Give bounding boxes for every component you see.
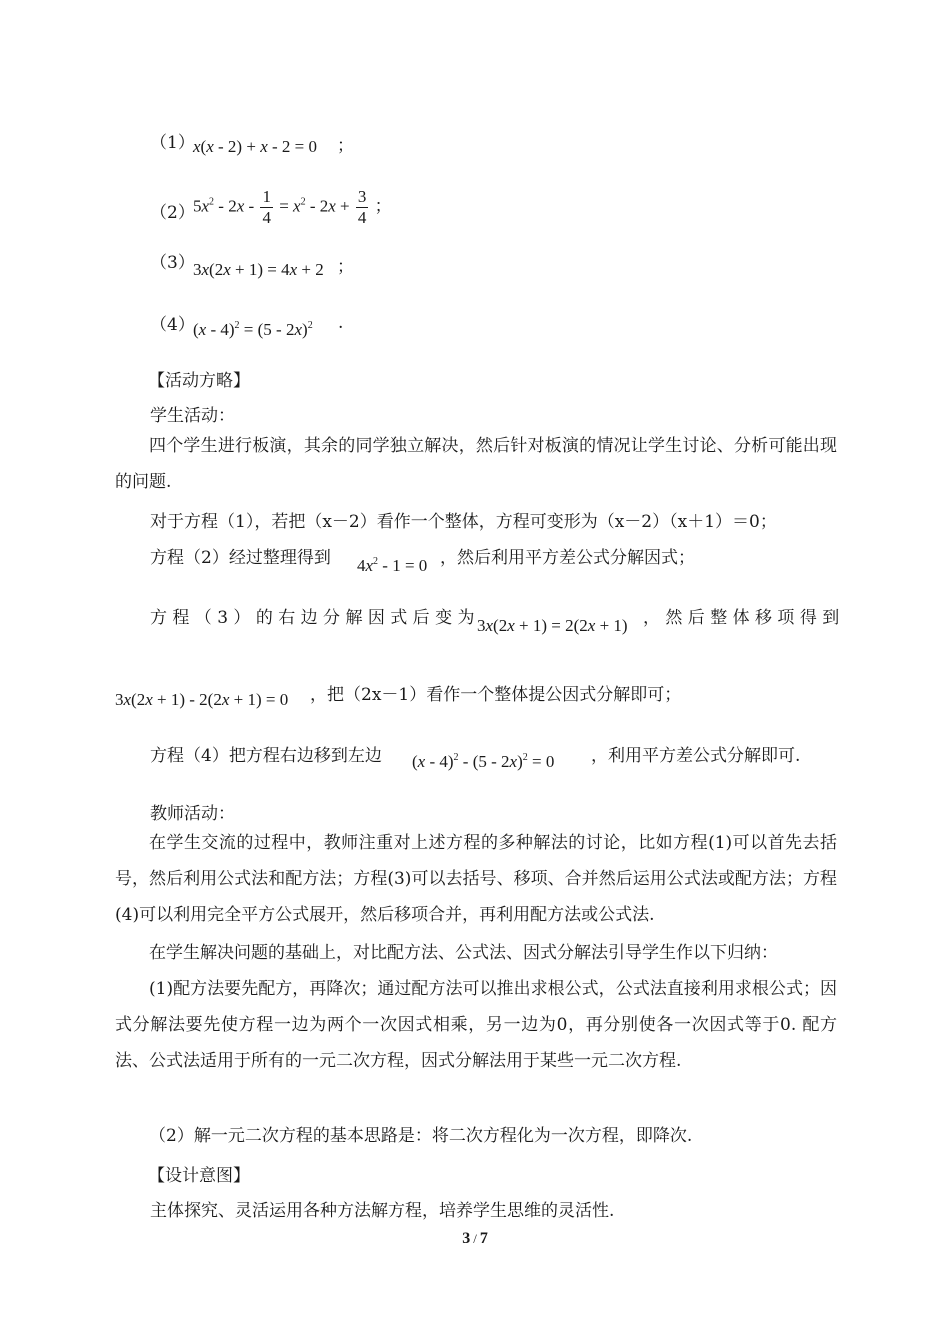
teacher-paragraph-3: (1)配方法要先配方，再降次；通过配方法可以推出求根公式，公式法直接利用求根公式；因式分解法要先使方程一边为两个一次因式相乘，另一边为0，再分别使各一次因式等于0. 配方法、公式法适用于所有的一元二次方程，因式分解法用于某些一元二次方程.	[115, 979, 837, 1071]
problem-3-equation: 3x(2x + 1) = 4x + 2	[193, 260, 324, 279]
problem-4-label: （4）	[150, 315, 195, 335]
problem-4-equation: (x - 4)$^2$ = (5 - 2x)$^2$	[193, 320, 313, 339]
design-heading: 【设计意图】	[148, 1166, 250, 1186]
student-activity-label: 学生活动：	[150, 406, 235, 426]
activity-heading: 【活动方略】	[148, 371, 250, 391]
equation-2-suffix: ，然后利用平方差公式分解因式；	[440, 548, 695, 568]
design-text: 主体探究、灵活运用各种方法解方程，培养学生思维的灵活性.	[150, 1201, 615, 1221]
problem-3-semicolon: ；	[337, 257, 354, 277]
equation-2-math: $4x^2 - 1 = 0$	[357, 556, 428, 575]
equation-3-rearranged-suffix: ，把（2x－1）看作一个整体提公因式分解即可；	[310, 685, 682, 705]
teacher-paragraph-4: （2）解一元二次方程的基本思路是：将二次方程化为一次方程，即降次.	[149, 1126, 693, 1146]
student-activity-intro: 四个学生进行板演，其余的同学独立解决，然后针对板演的情况让学生讨论、分析可能出现的问题.	[115, 436, 837, 492]
problem-1-semicolon: ；	[337, 136, 354, 156]
page-number: 3 / 7	[462, 1230, 488, 1247]
equation-3-prefix: 方 程 （ 3 ） 的 右 边 分 解 因 式 后 变 为	[150, 608, 475, 628]
fraction-3-4: $\frac{3}{4}$	[357, 187, 367, 227]
equation-1-explanation: 对于方程（1），若把（x－2）看作一个整体，方程可变形为（x－2）（x＋1）＝0；	[150, 512, 777, 532]
problem-1-label: （1）	[150, 133, 195, 153]
fraction-1-4: $\frac{1}{4}$	[262, 187, 271, 227]
teacher-paragraph-2: 在学生解决问题的基础上，对比配方法、公式法、因式分解法引导学生作以下归纳：	[149, 943, 778, 963]
equation-2-prefix: 方程（2）经过整理得到	[150, 548, 331, 568]
total-pages: 7	[479, 1230, 488, 1247]
equation-4-suffix: ，利用平方差公式分解即可.	[591, 746, 801, 766]
equation-3-rearranged-math: 3x(2x + 1) - 2(2x + 1) = 0	[115, 690, 289, 709]
equation-4-math: (x - 4)$^2$ - (5 - 2x)$^2$ = 0	[412, 752, 555, 771]
problem-2-label: （2）	[150, 203, 195, 223]
teacher-paragraph-1: 在学生交流的过程中，教师注重对上述方程的多种解法的讨论，比如方程(1)可以首先去括号，然后利用公式法和配方法；方程(3)可以去括号、移项、合并然后运用公式法或配方法；方程(4)可以利用完全平方公式展开，然后移项合并，再利用配方法或公式法.	[115, 833, 837, 925]
problem-2-equation: $5x^2 - 2x$ - $\frac{1}{4}$ = $x^2 - 2x$ + $\frac{3}{4}$ ；	[193, 187, 392, 227]
equation-4-prefix: 方程（4）把方程右边移到左边	[150, 746, 382, 766]
problem-3-label: （3）	[150, 253, 195, 273]
equation-3-suffix: ， 然 后 整 体 移 项 得 到	[643, 608, 840, 628]
problem-2-semicolon: ；	[374, 196, 392, 216]
current-page: 3	[462, 1230, 471, 1247]
teacher-activity-label: 教师活动：	[150, 804, 235, 824]
equation-3-math: 3x(2x + 1) = 2(2x + 1)	[477, 616, 628, 635]
problem-1-equation: x(x - 2) + x - 2 = 0	[193, 137, 317, 156]
problem-4-period: .	[338, 313, 344, 333]
